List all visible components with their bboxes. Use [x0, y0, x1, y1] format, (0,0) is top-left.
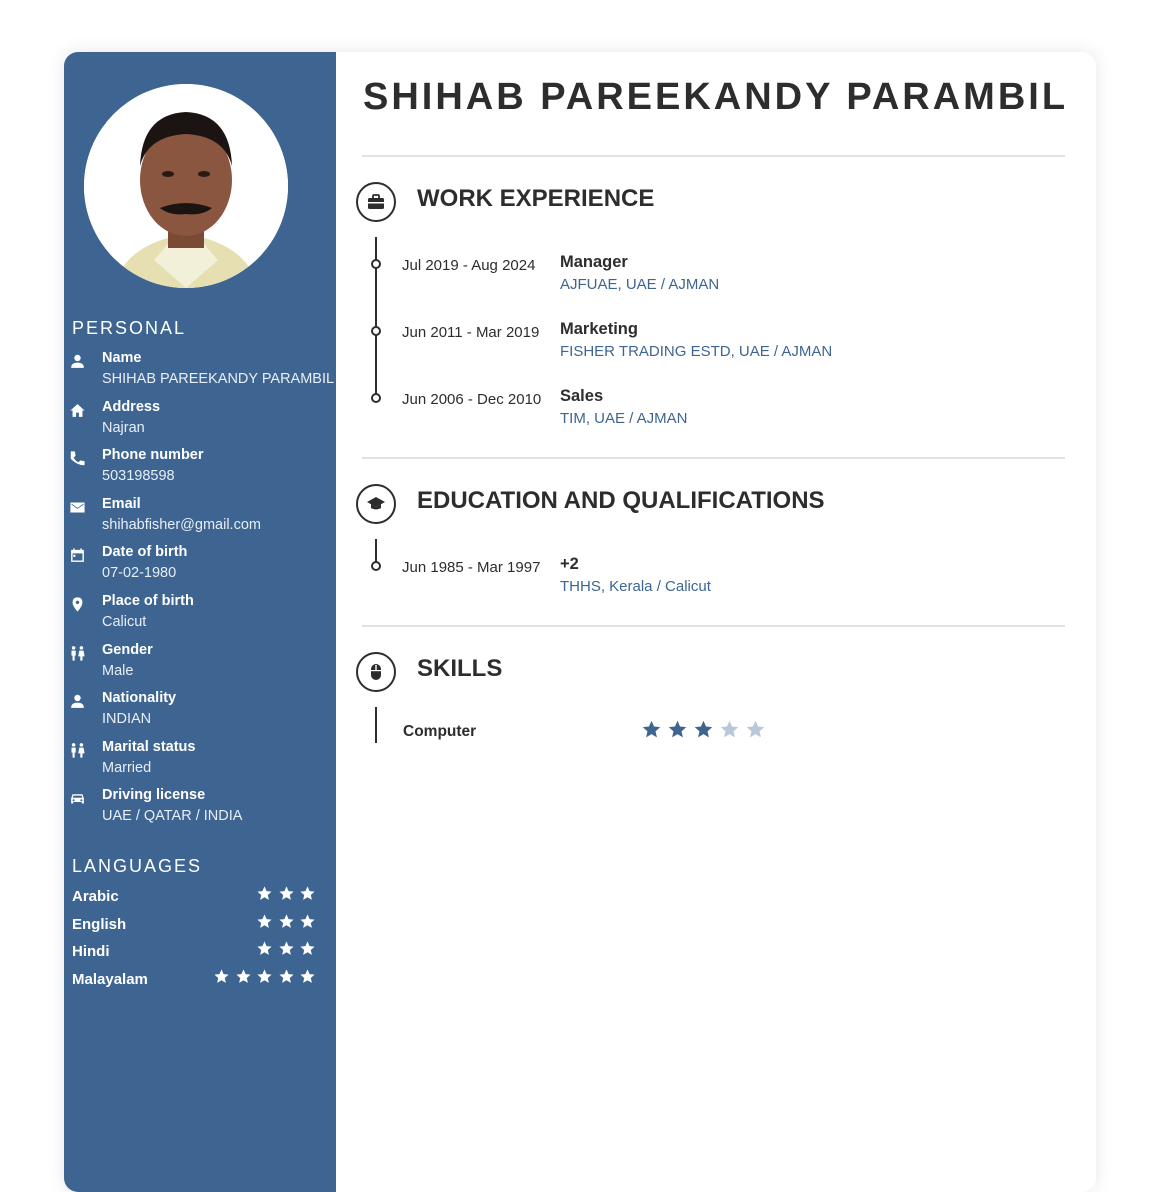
timeline-entry: [402, 384, 1082, 434]
personal-item-email: [64, 496, 336, 545]
languages-list: [72, 885, 316, 995]
personal-item-label: Name: [102, 350, 142, 366]
star-icon: [693, 719, 714, 740]
entry-role: Sales: [560, 387, 604, 405]
personal-item-label: Address: [102, 398, 161, 415]
person-icon: [69, 353, 86, 370]
star-icon: [256, 913, 273, 930]
personal-item-label: Driving license: [102, 787, 206, 804]
star-icon: [745, 719, 766, 740]
personal-item-label: Date of birth: [102, 544, 188, 561]
divider: [362, 155, 1065, 157]
language-name: English: [72, 915, 127, 933]
star-icon: [256, 940, 273, 957]
entry-date: Jul 2019 - Aug 2024: [402, 257, 536, 274]
personal-item-label: Place of birth: [102, 592, 194, 609]
personal-heading: PERSONAL: [72, 318, 187, 338]
star-icon: [299, 885, 316, 902]
location-pin-icon: [69, 596, 86, 613]
language-item: [72, 913, 316, 941]
divider: [362, 457, 1065, 459]
star-icon: [278, 940, 295, 957]
timeline-dot: [371, 259, 381, 269]
graduation-cap-icon: [356, 484, 396, 524]
star-icon: [667, 719, 688, 740]
personal-item-value: INDIAN: [102, 711, 152, 728]
star-icon: [641, 719, 662, 740]
personal-item-name: [64, 350, 336, 399]
home-icon: [69, 402, 86, 419]
star-icon: [299, 968, 316, 985]
personal-details: [64, 350, 336, 836]
person-icon: [69, 693, 86, 710]
entry-organization: FISHER TRADING ESTD, UAE / AJMAN: [560, 343, 833, 360]
education-title: EDUCATION AND QUALIFICATIONS: [417, 487, 825, 514]
work-experience-title: WORK EXPERIENCE: [417, 185, 655, 212]
briefcase-icon: [356, 182, 396, 222]
star-icon: [256, 968, 273, 985]
sidebar: [64, 52, 336, 1192]
entry-organization: TIM, UAE / AJMAN: [560, 410, 688, 427]
entry-role: +2: [560, 555, 579, 573]
star-icon: [235, 968, 252, 985]
star-icon: [278, 885, 295, 902]
personal-item-label: Email: [102, 495, 141, 512]
email-icon: [69, 499, 86, 516]
timeline-line: [375, 707, 377, 743]
entry-date: Jun 1985 - Mar 1997: [402, 559, 541, 576]
language-rating: [252, 940, 317, 961]
entry-organization: THHS, Kerala / Calicut: [560, 578, 711, 595]
entry-date: Jun 2011 - Mar 2019: [402, 324, 540, 341]
timeline-dot: [371, 393, 381, 403]
calendar-icon: [69, 547, 86, 564]
couple-icon: [69, 742, 86, 759]
personal-item-value: Male: [102, 662, 134, 679]
star-icon: [256, 885, 273, 902]
personal-item-value: Married: [102, 759, 152, 776]
timeline-entry: [402, 250, 1082, 300]
skill-item: [403, 723, 803, 749]
language-name: Hindi: [72, 943, 110, 961]
gender-icon: [69, 645, 86, 662]
personal-item-value: UAE / QATAR / INDIA: [102, 808, 243, 825]
divider: [362, 625, 1065, 627]
personal-item-date-of-birth: [64, 544, 336, 593]
personal-item-label: Marital status: [102, 738, 196, 755]
timeline-dot: [371, 561, 381, 571]
personal-item-value: Calicut: [102, 613, 147, 630]
language-rating: [252, 913, 317, 934]
personal-item-nationality: [64, 690, 336, 739]
personal-item-label: Gender: [102, 641, 153, 658]
personal-item-marital-status: [64, 739, 336, 788]
star-icon: [719, 719, 740, 740]
personal-item-driving-license: [64, 787, 336, 836]
language-name: Arabic: [72, 888, 119, 905]
entry-organization: AJFUAE, UAE / AJMAN: [560, 276, 720, 293]
resume-page: [64, 52, 1096, 1192]
star-icon: [213, 968, 230, 985]
personal-item-value: Najran: [102, 419, 145, 436]
personal-item-value: shihabfisher@gmail.com: [102, 516, 261, 533]
personal-item-label: Nationality: [102, 690, 177, 707]
personal-item-gender: [64, 642, 336, 691]
entry-date: Jun 2006 - Dec 2010: [402, 391, 542, 408]
language-rating: [252, 885, 317, 906]
star-icon: [299, 913, 316, 930]
star-icon: [278, 968, 295, 985]
personal-item-phone-number: [64, 447, 336, 496]
profile-photo: [84, 84, 288, 288]
phone-icon: [69, 450, 86, 467]
entry-role: Manager: [560, 253, 628, 271]
skills-title: SKILLS: [417, 655, 503, 682]
timeline-entry: [402, 552, 1082, 602]
skill-rating: [636, 719, 766, 745]
page-title: SHIHAB PAREEKANDY PARAMBIL: [363, 76, 1069, 118]
personal-item-address: [64, 399, 336, 448]
star-icon: [278, 913, 295, 930]
mouse-icon: [356, 652, 396, 692]
star-icon: [299, 940, 316, 957]
timeline-entry: [402, 317, 1082, 367]
personal-item-place-of-birth: [64, 593, 336, 642]
personal-item-value: 503198598: [102, 468, 175, 485]
personal-item-value: 07-02-1980: [102, 565, 177, 582]
car-icon: [69, 790, 86, 807]
language-rating: [209, 968, 317, 989]
language-item: [72, 940, 316, 968]
language-item: [72, 968, 316, 996]
languages-heading: LANGUAGES: [72, 856, 203, 876]
personal-item-label: Phone number: [102, 447, 204, 464]
language-item: [72, 885, 316, 913]
entry-role: Marketing: [560, 320, 638, 338]
skill-name: Computer: [403, 723, 477, 740]
timeline-dot: [371, 326, 381, 336]
language-name: Malayalam: [72, 970, 148, 988]
main-content: [336, 52, 1096, 1192]
personal-item-value: SHIHAB PAREEKANDY PARAMBIL: [102, 371, 335, 387]
